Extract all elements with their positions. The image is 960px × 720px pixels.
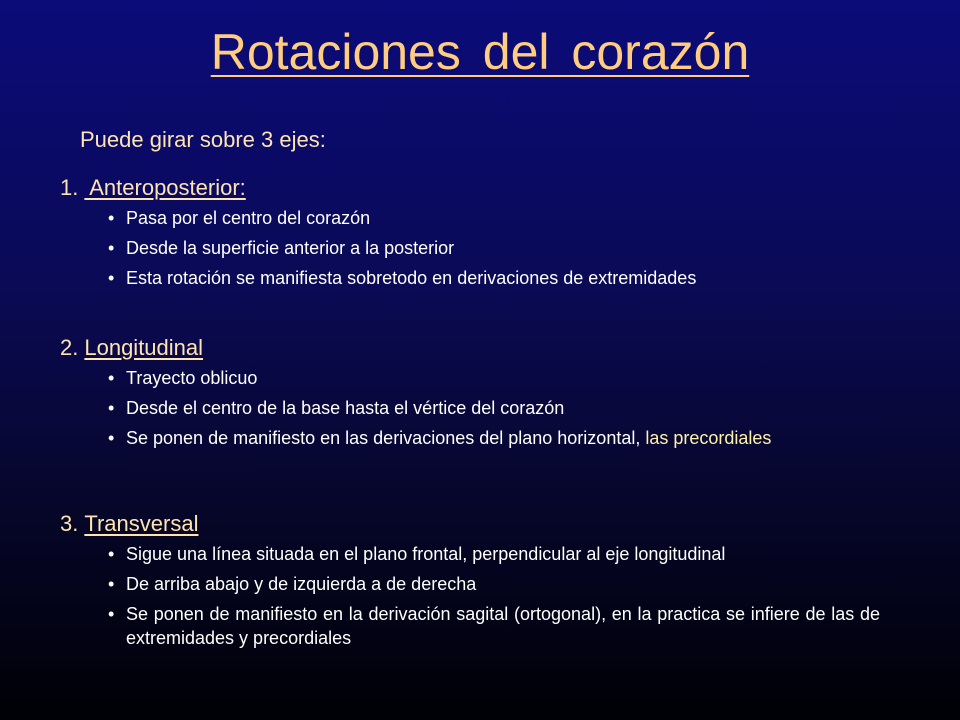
- bullet-dot-icon: •: [108, 574, 115, 594]
- bullet-item: [60, 366, 880, 390]
- bullet-text: Esta rotación se manifiesta sobretodo en derivaciones de extremidades: [126, 268, 697, 288]
- section-heading: [60, 174, 880, 202]
- bullet-text: Sigue una línea situada en el plano frontal, perpendicular al eje longitudinal: [126, 544, 726, 564]
- bullet-item: [60, 236, 880, 260]
- section-number: 1.: [60, 175, 79, 200]
- bullet-item: [60, 602, 880, 650]
- bullet-item: [60, 206, 880, 230]
- bullet-dot-icon: •: [108, 268, 115, 288]
- bullet-dot-icon: •: [108, 544, 115, 564]
- bullet-dot-icon: •: [108, 428, 115, 448]
- bullet-item: [60, 396, 880, 420]
- bullet-text: Pasa por el centro del corazón: [126, 208, 371, 228]
- bullet-item: [60, 266, 880, 290]
- section-anteroposterior: [60, 174, 880, 296]
- section-heading: [60, 334, 880, 362]
- section-heading: [60, 510, 880, 538]
- bullet-dot-icon: •: [108, 238, 115, 258]
- bullet-dot-icon: •: [108, 368, 115, 388]
- bullet-highlight-text: las precordiales: [645, 428, 772, 448]
- bullet-list: [60, 542, 880, 650]
- intro-text: Puede girar sobre 3 ejes:: [80, 127, 326, 152]
- bullet-text: De arriba abajo y de izquierda a de derecha: [126, 574, 477, 594]
- bullet-item: [60, 426, 880, 450]
- bullet-dot-icon: •: [108, 398, 115, 418]
- section-number: 2.: [60, 335, 79, 360]
- section-label: Transversal: [84, 511, 199, 536]
- bullet-text: Se ponen de manifiesto en las derivaciones del plano horizontal,: [126, 428, 641, 448]
- bullet-text: Desde el centro de la base hasta el vértice del corazón: [126, 398, 565, 418]
- bullet-text: Desde la superficie anterior a la posterior: [126, 238, 455, 258]
- bullet-text: Se ponen de manifiesto en la derivación sagital (ortogonal), en la practica se infiere de las de extremidades y precordiales: [126, 604, 880, 648]
- bullet-list: [60, 206, 880, 290]
- section-label: Longitudinal: [84, 335, 204, 360]
- section-label: Anteroposterior:: [84, 175, 246, 200]
- section-number: 3.: [60, 511, 79, 536]
- bullet-item: [60, 542, 880, 566]
- bullet-dot-icon: •: [108, 604, 115, 624]
- bullet-dot-icon: •: [108, 208, 115, 228]
- bullet-item: [60, 572, 880, 596]
- bullet-list: [60, 366, 880, 450]
- section-longitudinal: [60, 334, 880, 456]
- slide-title: Rotaciones del corazón: [210, 24, 750, 80]
- section-transversal: [60, 510, 880, 656]
- bullet-text: Trayecto oblicuo: [126, 368, 258, 388]
